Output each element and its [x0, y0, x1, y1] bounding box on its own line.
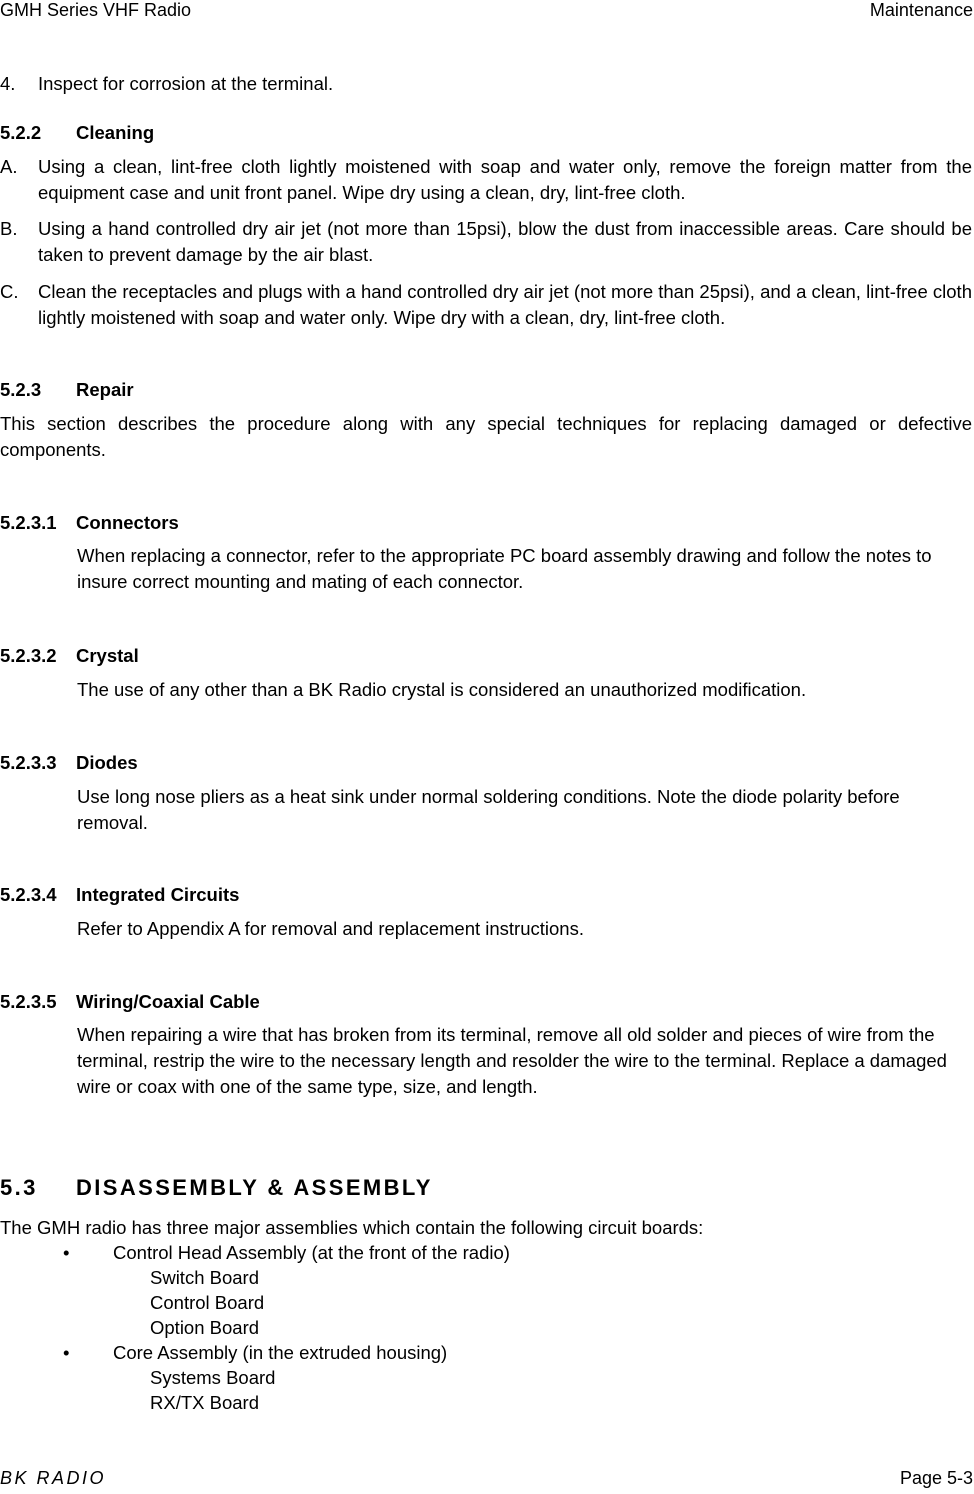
subsection-heading-diodes [0, 752, 138, 774]
section-number: 5.2.2 [0, 122, 42, 143]
bullet-icon: • [63, 1242, 70, 1263]
item-label: B. [0, 218, 18, 239]
step-text: Inspect for corrosion at the terminal. [38, 73, 334, 94]
board-item: Systems Board [150, 1367, 276, 1388]
subsection-heading-integrated-circuits [0, 884, 239, 906]
footer-brand: BK RADIO [0, 1468, 107, 1488]
section-title: DISASSEMBLY & ASSEMBLY [76, 1175, 433, 1200]
assembly-name: Core Assembly (in the extruded housing) [113, 1342, 448, 1363]
subsection-number: 5.2.3.3 [0, 752, 57, 773]
item-text: Using a clean, lint-free cloth lightly moistened with soap and water only, remove the foreign matter from the equipment case and unit front panel. Wipe dry using a clean, dry, lint-free cloth. [38, 156, 972, 203]
subsection-number: 5.2.3.1 [0, 512, 57, 533]
assembly-item [63, 1342, 447, 1364]
board-item: Option Board [150, 1317, 260, 1338]
subsection-title: Crystal [76, 645, 139, 666]
disassembly-intro: The GMH radio has three major assemblies which contain the following circuit boards: [0, 1217, 704, 1238]
section-number: 5.2.3 [0, 379, 42, 400]
item-text: Clean the receptacles and plugs with a hand controlled dry air jet (not more than 25psi), and a clean, lint-free cloth lightly moistened with soap and water only. Wipe dry with a clean, dry, lint-free cloth. [38, 281, 972, 328]
step-label: 4. [0, 73, 16, 94]
subsection-title: Connectors [76, 512, 179, 533]
section-number: 5.3 [0, 1175, 38, 1200]
board-item: Control Board [150, 1292, 265, 1313]
section-title: Repair [76, 379, 134, 400]
page-number: Page 5-3 [899, 1468, 973, 1488]
header-title: GMH Series VHF Radio [0, 0, 192, 20]
item-label: A. [0, 156, 18, 177]
subsection-heading-crystal [0, 645, 139, 667]
section-heading-disassembly [0, 1175, 433, 1201]
item-text: Using a hand controlled dry air jet (not more than 15psi), blow the dust from inaccessible areas. Care should be taken to prevent damage by the air blast. [38, 218, 972, 265]
crystal-text: The use of any other than a BK Radio crystal is considered an unauthorized modification. [77, 679, 807, 700]
section-heading-repair [0, 379, 134, 401]
subsection-number: 5.2.3.5 [0, 991, 57, 1012]
board-item: RX/TX Board [150, 1392, 259, 1413]
wiring-text: When repairing a wire that has broken from its terminal, remove all old solder and pieces of wire from the terminal, restrip the wire to the necessary length and resolder the wire to the terminal. Replace a damaged wire or coax with one of the same type, size, and length. [77, 1024, 947, 1097]
diodes-text: Use long nose pliers as a heat sink under normal soldering conditions. Note the diode polarity before removal. [77, 786, 900, 833]
repair-paragraph: This section describes the procedure along with any special techniques for replacing damaged or defective components. [0, 413, 972, 460]
connectors-text: When replacing a connector, refer to the appropriate PC board assembly drawing and follow the notes to insure correct mounting and mating of each connector. [77, 545, 932, 592]
subsection-heading-wiring [0, 991, 260, 1013]
assembly-name: Control Head Assembly (at the front of the radio) [113, 1242, 510, 1263]
section-title: Cleaning [76, 122, 155, 143]
subsection-title: Integrated Circuits [76, 884, 240, 905]
integrated-circuits-text: Refer to Appendix A for removal and replacement instructions. [77, 918, 584, 939]
step-4 [0, 71, 972, 97]
cleaning-item-a [0, 154, 972, 206]
subsection-number: 5.2.3.4 [0, 884, 57, 905]
subsection-number: 5.2.3.2 [0, 645, 57, 666]
assembly-item [63, 1242, 510, 1264]
cleaning-item-c [0, 279, 972, 331]
item-label: C. [0, 281, 19, 302]
subsection-heading-connectors [0, 512, 179, 534]
subsection-title: Wiring/Coaxial Cable [76, 991, 260, 1012]
board-item: Switch Board [150, 1267, 259, 1288]
bullet-icon: • [63, 1342, 70, 1363]
header-section: Maintenance [869, 0, 973, 20]
section-heading-cleaning [0, 122, 154, 144]
cleaning-item-b [0, 216, 972, 268]
subsection-title: Diodes [76, 752, 138, 773]
